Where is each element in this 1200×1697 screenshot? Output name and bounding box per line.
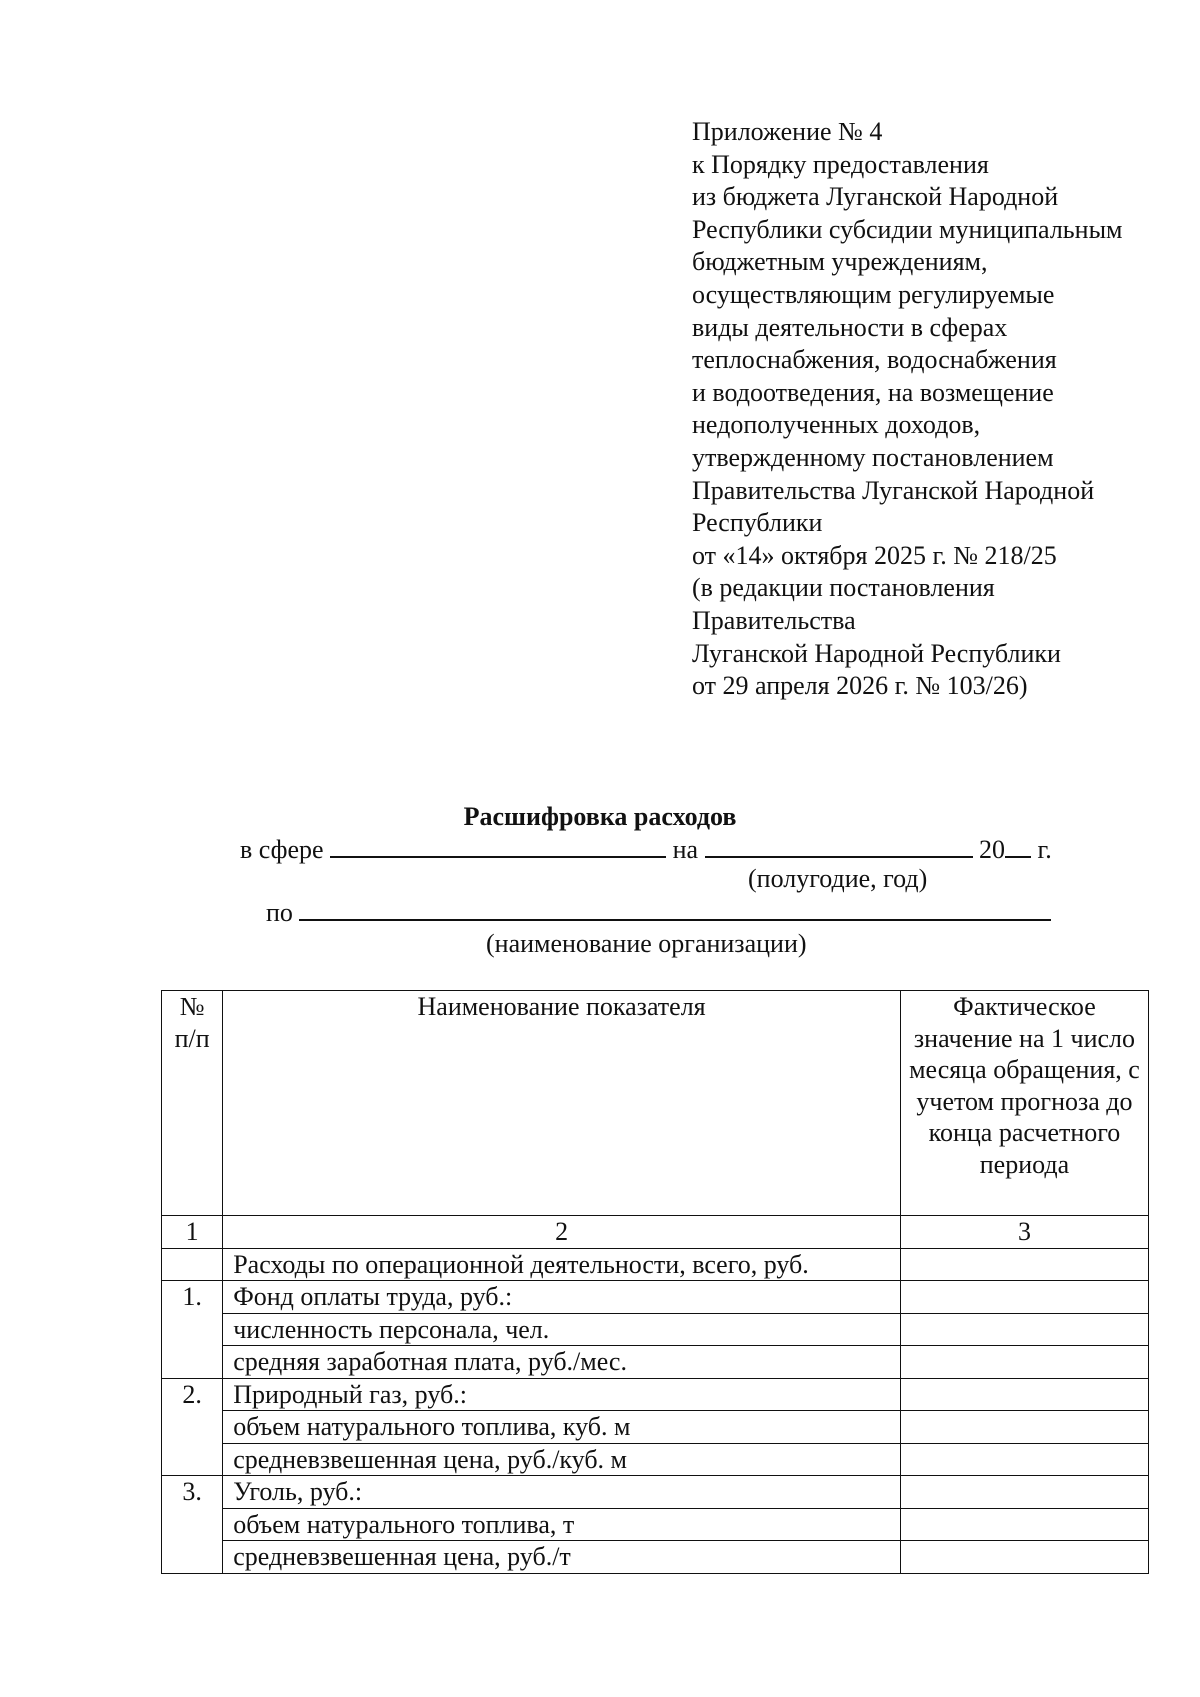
col-number: 3 <box>900 1216 1148 1249</box>
appendix-line: Республики субсидии муниципальным <box>692 214 1123 244</box>
row-name: средневзвешенная цена, руб./т <box>223 1541 901 1574</box>
row-value-cell[interactable] <box>900 1443 1148 1476</box>
row-value-cell[interactable] <box>900 1541 1148 1574</box>
appendix-line: от 29 апреля 2026 г. № 103/26) <box>692 671 1028 701</box>
sphere-field[interactable] <box>330 832 666 858</box>
period-field[interactable] <box>705 832 973 858</box>
row-name: Фонд оплаты труда, руб.: <box>223 1281 901 1314</box>
sphere-label: в сфере <box>240 835 324 864</box>
row-value-cell[interactable] <box>900 1476 1148 1509</box>
table-row <box>162 1443 1149 1476</box>
appendix-line: Приложение № 4 <box>692 117 883 146</box>
header-name: Наименование показателя <box>223 991 901 1216</box>
appendix-line: виды деятельности в сферах <box>692 312 1008 342</box>
row-num: 1. <box>162 1281 223 1314</box>
col-number: 1 <box>162 1216 223 1249</box>
appendix-line: недополученных доходов, <box>692 410 981 440</box>
expenses-table <box>161 990 1149 1574</box>
row-value-cell[interactable] <box>900 1248 1148 1281</box>
table-row <box>162 1508 1149 1541</box>
row-num: 3. <box>162 1476 223 1509</box>
row-name: Уголь, руб.: <box>223 1476 901 1509</box>
appendix-line: от «14» октября 2025 г. № 218/25 <box>692 540 1057 570</box>
column-number-row <box>162 1216 1149 1249</box>
organization-field[interactable] <box>299 895 1051 921</box>
appendix-line: Правительства <box>692 605 856 635</box>
row-num <box>162 1411 223 1444</box>
table-row <box>162 1248 1149 1281</box>
table-row <box>162 1378 1149 1411</box>
row-name: Расходы по операционной деятельности, всего, руб. <box>223 1248 901 1281</box>
appendix-line: Правительства Луганской Народной <box>692 475 1095 505</box>
row-value-cell[interactable] <box>900 1411 1148 1444</box>
appendix-line: Луганской Народной Республики <box>692 638 1061 668</box>
row-value-cell[interactable] <box>900 1281 1148 1314</box>
table-header-row <box>162 991 1149 1216</box>
po-label: по <box>266 898 293 927</box>
table-row <box>162 1541 1149 1574</box>
organization-line <box>266 895 1051 929</box>
row-num <box>162 1248 223 1281</box>
sphere-line <box>240 832 1052 866</box>
table-row <box>162 1281 1149 1314</box>
appendix-line: и водоотведения, на возмещение <box>692 377 1054 407</box>
period-caption: (полугодие, год) <box>748 864 928 893</box>
appendix-line: утвержденному постановлением <box>692 442 1054 472</box>
row-value-cell[interactable] <box>900 1378 1148 1411</box>
form-title: Расшифровка расходов <box>463 802 737 831</box>
appendix-line: из бюджета Луганской Народной <box>692 182 1059 212</box>
appendix-line: к Порядку предоставления <box>692 149 989 179</box>
row-name: объем натурального топлива, т <box>223 1508 901 1541</box>
row-value-cell[interactable] <box>900 1346 1148 1379</box>
row-name: объем натурального топлива, куб. м <box>223 1411 901 1444</box>
row-num <box>162 1443 223 1476</box>
row-num <box>162 1541 223 1574</box>
appendix-line: бюджетным учреждениям, <box>692 247 988 277</box>
table-row <box>162 1346 1149 1379</box>
row-name: численность персонала, чел. <box>223 1313 901 1346</box>
row-name: средняя заработная плата, руб./мес. <box>223 1346 901 1379</box>
appendix-line: теплоснабжения, водоснабжения <box>692 345 1057 375</box>
header-value: Фактическое значение на 1 число месяца обращения, с учетом прогноза до конца расчетного периода <box>900 991 1148 1216</box>
table-row <box>162 1411 1149 1444</box>
row-value-cell[interactable] <box>900 1313 1148 1346</box>
header-num: № п/п <box>162 991 223 1216</box>
na-label: на <box>672 835 699 864</box>
appendix-line: (в редакции постановления <box>692 573 995 603</box>
row-num <box>162 1346 223 1379</box>
row-name: Природный газ, руб.: <box>223 1378 901 1411</box>
row-num <box>162 1508 223 1541</box>
col-number: 2 <box>223 1216 901 1249</box>
table-row <box>162 1313 1149 1346</box>
appendix-block <box>692 116 1172 703</box>
organization-caption: (наименование организации) <box>486 929 807 958</box>
year-field[interactable] <box>1005 832 1031 858</box>
appendix-line: осуществляющим регулируемые <box>692 279 1055 309</box>
row-value-cell[interactable] <box>900 1508 1148 1541</box>
row-num: 2. <box>162 1378 223 1411</box>
year-prefix: 20 <box>979 835 1006 864</box>
row-name: средневзвешенная цена, руб./куб. м <box>223 1443 901 1476</box>
row-num <box>162 1313 223 1346</box>
year-suffix: г. <box>1037 835 1052 864</box>
table-row <box>162 1476 1149 1509</box>
appendix-line: Республики <box>692 508 823 538</box>
